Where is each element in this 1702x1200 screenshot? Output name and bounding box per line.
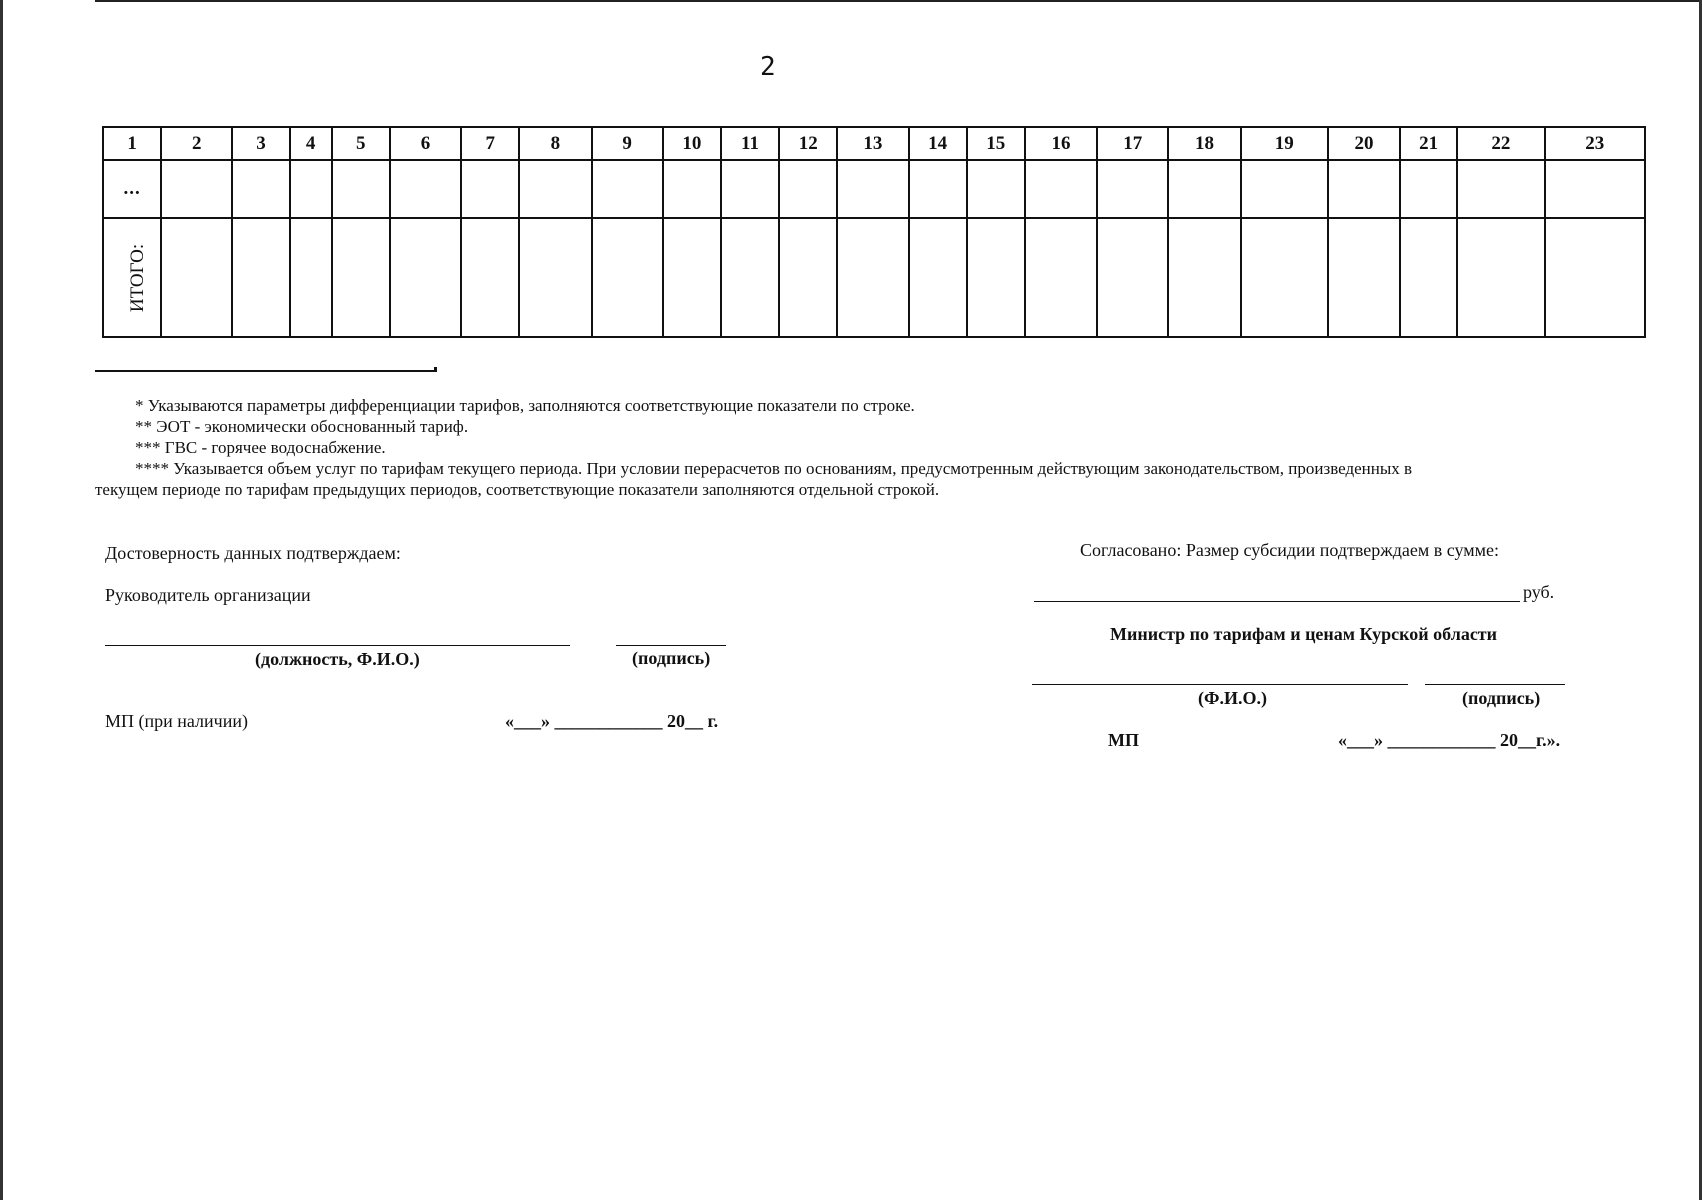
column-header-22: 22 <box>1457 127 1544 160</box>
footnote-2 <box>135 416 468 437</box>
footnote-separator-dot <box>434 367 437 370</box>
position-name-line <box>105 645 570 646</box>
table-cell[interactable] <box>1241 218 1328 337</box>
table-cell[interactable] <box>161 218 232 337</box>
page-number: 2 <box>760 52 776 82</box>
table-cell[interactable] <box>721 218 779 337</box>
agreed-text: Согласовано: Размер субсидии подтверждаем в сумме: <box>1080 540 1500 560</box>
table-cell[interactable] <box>1097 160 1168 218</box>
footnote-4 <box>135 458 1412 479</box>
date-right: «___» ____________ 20__г.». <box>1338 730 1561 750</box>
footnote-3-text: *** ГВС - горячее водоснабжение. <box>135 438 386 457</box>
table-cell[interactable] <box>1400 160 1457 218</box>
position-caption: (должность, Ф.И.О.) <box>255 649 420 669</box>
column-header-14: 14 <box>909 127 967 160</box>
table-cell[interactable] <box>1400 218 1457 337</box>
table-cell[interactable] <box>721 160 779 218</box>
table-cell[interactable] <box>779 218 837 337</box>
table-cell[interactable] <box>1025 160 1097 218</box>
table-cell[interactable] <box>663 160 721 218</box>
column-header-8: 8 <box>519 127 591 160</box>
footnote-4-cont <box>95 479 939 500</box>
footnote-3 <box>135 437 386 458</box>
head-of-organization: Руководитель организации <box>105 585 311 605</box>
footnote-2-text: ** ЭОТ - экономически обоснованный тариф. <box>135 417 469 436</box>
table-cell[interactable] <box>1328 160 1400 218</box>
column-header-6: 6 <box>390 127 461 160</box>
column-header-2: 2 <box>161 127 232 160</box>
signature-caption-left: (подпись) <box>632 648 711 668</box>
table-cell[interactable] <box>967 218 1025 337</box>
table-cell[interactable] <box>390 160 461 218</box>
table-row <box>103 160 1645 218</box>
column-header-1: 1 <box>103 127 161 160</box>
column-header-21: 21 <box>1400 127 1457 160</box>
signature-line-right <box>1425 684 1565 685</box>
table-cell[interactable] <box>161 160 232 218</box>
column-header-9: 9 <box>592 127 663 160</box>
fio-line <box>1032 684 1408 685</box>
table-cell[interactable] <box>909 218 967 337</box>
footnote-1-text: * Указываются параметры дифференциации тарифов, заполняются соответствующие показатели по строке. <box>135 396 915 415</box>
column-header-13: 13 <box>837 127 908 160</box>
table-cell[interactable] <box>461 160 519 218</box>
table-cell[interactable] <box>232 160 289 218</box>
currency-label: руб. <box>1523 582 1555 602</box>
table-cell[interactable] <box>519 218 591 337</box>
footnote-4-text-line1: **** Указывается объем услуг по тарифам текущего периода. При условии перерасчетов по основаниям, предусмотренным действующим законодательством, произведенных в <box>135 459 1413 478</box>
column-header-15: 15 <box>967 127 1025 160</box>
table-cell[interactable] <box>1328 218 1400 337</box>
stamp-left: МП (при наличии) <box>105 711 248 731</box>
column-header-7: 7 <box>461 127 519 160</box>
column-header-10: 10 <box>663 127 721 160</box>
signature-line-left <box>616 645 726 646</box>
column-header-17: 17 <box>1097 127 1168 160</box>
confirm-text: Достоверность данных подтверждаем: <box>105 543 401 563</box>
table-cell[interactable] <box>519 160 591 218</box>
table-cell[interactable] <box>1025 218 1097 337</box>
table-cell[interactable] <box>1168 160 1240 218</box>
column-header-4: 4 <box>290 127 332 160</box>
table-cell[interactable] <box>779 160 837 218</box>
subsidy-amount-line <box>1034 601 1520 602</box>
table-cell[interactable] <box>592 160 663 218</box>
row-label-dots: ... <box>103 160 161 218</box>
table-cell[interactable] <box>909 160 967 218</box>
table-cell[interactable] <box>1457 160 1544 218</box>
data-table <box>102 126 1646 338</box>
table-cell[interactable] <box>390 218 461 337</box>
column-header-20: 20 <box>1328 127 1400 160</box>
scan-edge-top <box>95 0 1702 2</box>
table-cell[interactable] <box>290 218 332 337</box>
scan-edge-left <box>0 0 3 1200</box>
table-cell[interactable] <box>1168 218 1240 337</box>
table-cell[interactable] <box>837 160 908 218</box>
footnote-1 <box>135 395 915 416</box>
table-cell[interactable] <box>592 218 663 337</box>
table-cell[interactable] <box>1457 218 1544 337</box>
column-header-18: 18 <box>1168 127 1240 160</box>
date-left: «___» ____________ 20__ г. <box>505 711 719 731</box>
table-cell[interactable] <box>663 218 721 337</box>
footnote-4-text-line2: текущем периоде по тарифам предыдущих периодов, соответствующие показатели заполняются отдельной строкой. <box>95 480 940 499</box>
stamp-right: МП <box>1108 730 1139 750</box>
column-header-12: 12 <box>779 127 837 160</box>
table-cell[interactable] <box>290 160 332 218</box>
table-cell[interactable] <box>1545 160 1646 218</box>
column-header-3: 3 <box>232 127 289 160</box>
row-label-total-cell <box>103 218 161 337</box>
table-cell[interactable] <box>1241 160 1328 218</box>
column-header-11: 11 <box>721 127 779 160</box>
footnote-separator <box>95 370 437 372</box>
table-total-row <box>103 218 1645 337</box>
table-cell[interactable] <box>1097 218 1168 337</box>
column-header-5: 5 <box>332 127 390 160</box>
table-header-row <box>103 127 1645 160</box>
column-header-19: 19 <box>1241 127 1328 160</box>
signature-caption-right: (подпись) <box>1462 688 1541 708</box>
table-cell[interactable] <box>1545 218 1646 337</box>
column-header-16: 16 <box>1025 127 1097 160</box>
table-cell[interactable] <box>837 218 908 337</box>
table-cell[interactable] <box>967 160 1025 218</box>
table-cell[interactable] <box>461 218 519 337</box>
fio-caption: (Ф.И.О.) <box>1198 688 1267 708</box>
table-cell[interactable] <box>232 218 289 337</box>
row-label-total: ИТОГО: <box>127 243 149 312</box>
table-cell[interactable] <box>332 160 390 218</box>
table-cell[interactable] <box>332 218 390 337</box>
column-header-23: 23 <box>1545 127 1646 160</box>
minister-title: Министр по тарифам и ценам Курской области <box>1110 624 1498 644</box>
